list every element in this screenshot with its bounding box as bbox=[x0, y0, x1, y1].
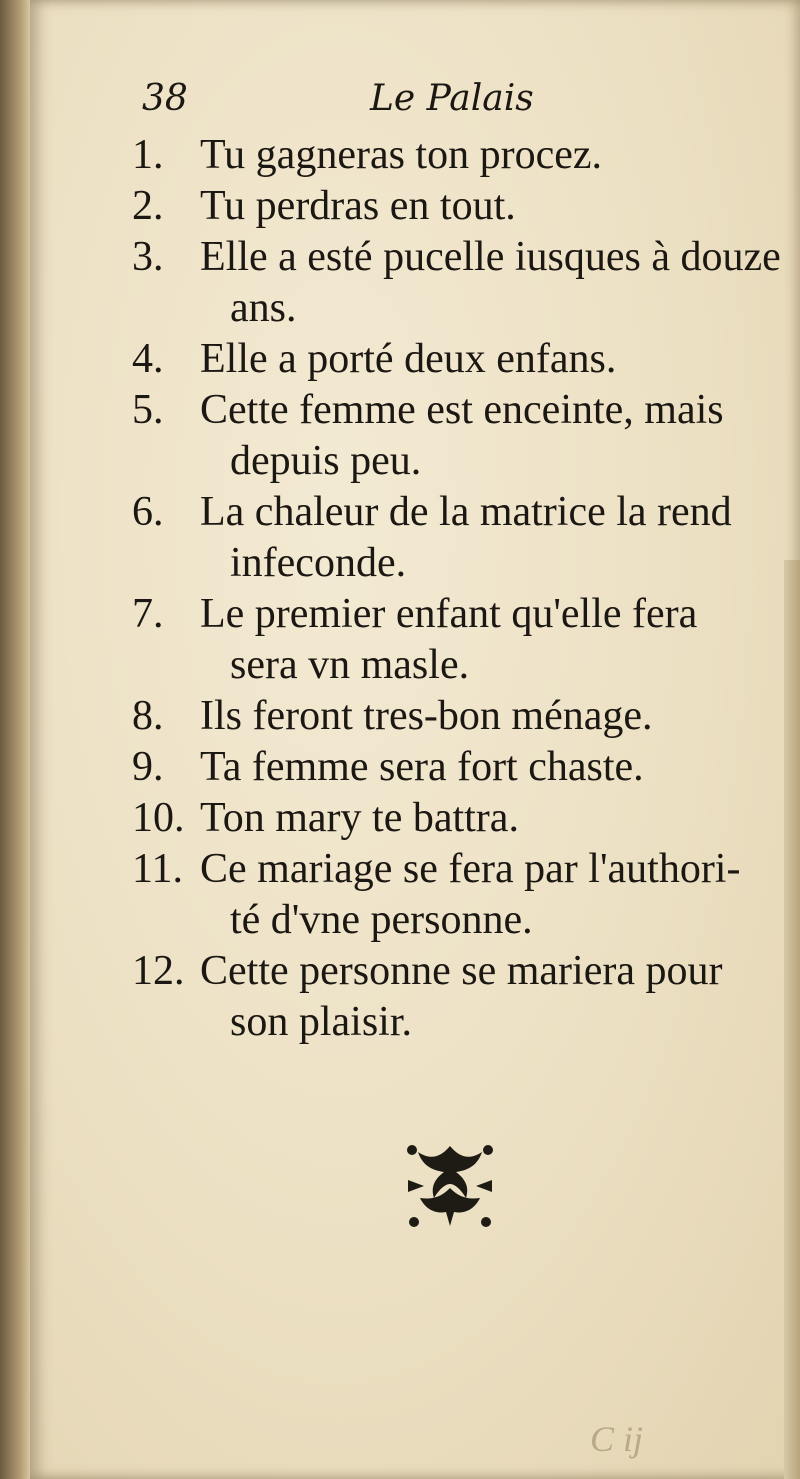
fleuron-ornament-icon bbox=[400, 1140, 500, 1232]
item-text: Le premier enfant qu'elle fera bbox=[200, 591, 698, 637]
item-text-continued: infeconde. bbox=[230, 540, 407, 586]
numbered-list bbox=[128, 130, 788, 1048]
list-item bbox=[128, 589, 788, 691]
item-text: Ta femme sera fort chaste. bbox=[200, 744, 644, 790]
item-number: 4. bbox=[132, 336, 164, 382]
item-number: 8. bbox=[132, 693, 164, 739]
item-text-continued: depuis peu. bbox=[230, 438, 422, 484]
item-number: 6. bbox=[132, 489, 164, 535]
item-text: Elle a esté pucelle iusques à douze bbox=[200, 234, 781, 280]
item-number: 5. bbox=[132, 387, 164, 433]
item-text: Ce mariage se fera par l'authori- bbox=[200, 846, 741, 892]
item-number: 12. bbox=[132, 948, 185, 994]
item-text-continued: son plaisir. bbox=[230, 999, 413, 1045]
list-item bbox=[128, 130, 788, 181]
item-text: Tu gagneras ton procez. bbox=[200, 132, 603, 178]
item-number: 2. bbox=[132, 183, 164, 229]
signature-mark: C ij bbox=[590, 1419, 644, 1459]
item-text: La chaleur de la matrice la rend bbox=[200, 489, 732, 535]
list-item bbox=[128, 334, 788, 385]
item-text: Ton mary te battra. bbox=[200, 795, 519, 841]
item-text: Cette femme est enceinte, mais bbox=[200, 387, 724, 433]
item-text: Cette personne se mariera pour bbox=[200, 948, 723, 994]
item-number: 1. bbox=[132, 132, 164, 178]
list-item bbox=[128, 844, 788, 946]
item-number: 10. bbox=[132, 795, 185, 841]
item-number: 3. bbox=[132, 234, 164, 280]
list-item bbox=[128, 487, 788, 589]
item-text: Elle a porté deux enfans. bbox=[200, 336, 617, 382]
list-item bbox=[128, 742, 788, 793]
item-number: 11. bbox=[132, 846, 183, 892]
item-number: 9. bbox=[132, 744, 164, 790]
page-header bbox=[140, 78, 680, 128]
list-item bbox=[128, 691, 788, 742]
item-text: Tu perdras en tout. bbox=[200, 183, 516, 229]
list-item bbox=[128, 232, 788, 334]
page-number: 38 bbox=[142, 78, 188, 119]
running-title: Le Palais bbox=[370, 78, 534, 119]
list-item bbox=[128, 946, 788, 1048]
item-text-continued: té d'vne personne. bbox=[230, 897, 533, 943]
list-item bbox=[128, 385, 788, 487]
list-item bbox=[128, 793, 788, 844]
book-gutter-edge bbox=[0, 0, 30, 1479]
list-item bbox=[128, 181, 788, 232]
item-text: Ils feront tres-bon ménage. bbox=[200, 693, 653, 739]
item-text-continued: sera vn masle. bbox=[230, 642, 470, 688]
item-text-continued: ans. bbox=[230, 285, 297, 331]
item-number: 7. bbox=[132, 591, 164, 637]
